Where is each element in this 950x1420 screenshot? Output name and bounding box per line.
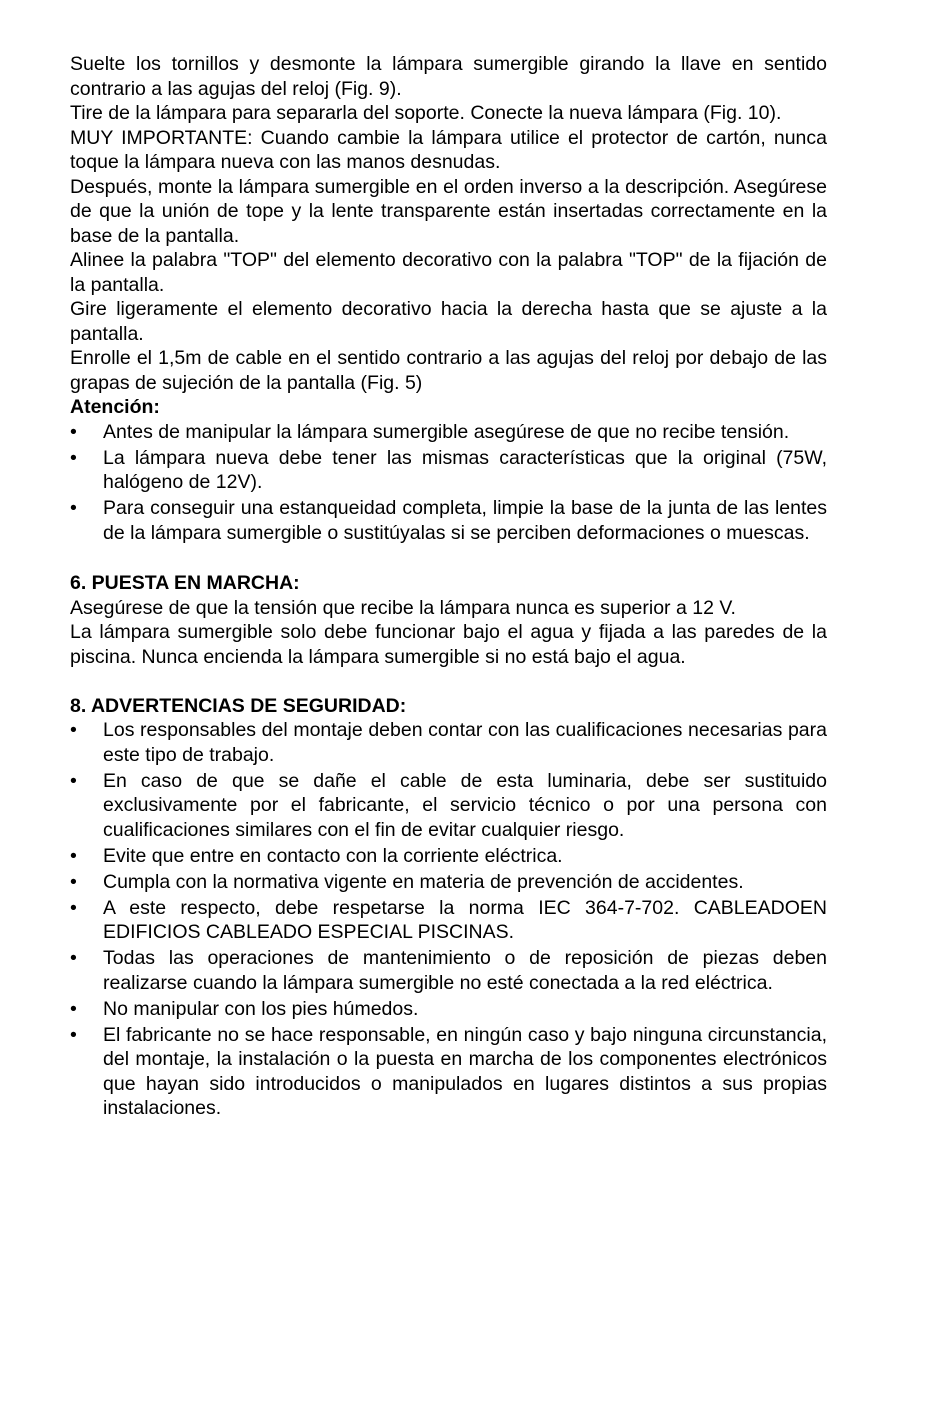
bullet-icon: • — [70, 769, 77, 792]
paragraph: MUY IMPORTANTE: Cuando cambie la lámpara utilice el protector de cartón, nunca toque la lámpara nueva con las manos desnudas. — [70, 126, 827, 173]
paragraph: Tire de la lámpara para separarla del soporte. Conecte la nueva lámpara (Fig. 10). — [70, 102, 782, 124]
list-item — [70, 420, 827, 445]
attention-heading: Atención: — [70, 396, 160, 418]
document-page — [70, 52, 827, 1122]
list-item — [70, 496, 827, 545]
paragraph: Alinee la palabra "TOP" del elemento decorativo con la palabra "TOP" de la fijación de la pantalla. — [70, 249, 827, 296]
spacer — [70, 669, 827, 694]
paragraph: Gire ligeramente el elemento decorativo hacia la derecha hasta que se ajuste a la pantalla. — [70, 298, 827, 345]
paragraph: Asegúrese de que la tensión que recibe la lámpara nunca es superior a 12 V. — [70, 596, 736, 619]
list-item-text: Evite que entre en contacto con la corriente eléctrica. — [103, 844, 563, 867]
bullet-icon: • — [70, 719, 77, 741]
list-item-text: En caso de que se dañe el cable de esta luminaria, debe ser sustituido exclusivamente por el fabricante, el servicio técnico o por una persona con cualificaciones similares con el fin de evitar cualquier riesgo. — [103, 769, 827, 841]
paragraph: Enrolle el 1,5m de cable en el sentido contrario a las agujas del reloj por debajo de las grapas de sujeción de la pantalla (Fig. 5) — [70, 347, 827, 394]
bullet-icon: • — [70, 420, 77, 443]
bullet-icon: • — [70, 844, 77, 867]
bullet-icon: • — [70, 446, 77, 469]
list-item — [70, 896, 827, 945]
section-6-heading: 6. PUESTA EN MARCHA: — [70, 572, 300, 594]
paragraph: Después, monte la lámpara sumergible en el orden inverso a la descripción. Asegúrese de que la unión de tope y la lente transparente están insertadas correctamente en la base de la pantalla. — [70, 175, 827, 247]
list-item — [70, 446, 827, 495]
section-8-heading: 8. ADVERTENCIAS DE SEGURIDAD: — [70, 694, 407, 717]
list-item — [70, 870, 827, 895]
list-item — [70, 1023, 827, 1121]
list-item-text: El fabricante no se hace responsable, en ningún caso y bajo ninguna circunstancia, del montaje, la instalación o la puesta en marcha de los componentes electrónicos que hayan sido introducidos o manipulados en lugares distintos a sus propias instalaciones. — [103, 1023, 827, 1119]
intro-section — [70, 52, 827, 395]
bullet-icon: • — [70, 870, 77, 893]
paragraph: La lámpara sumergible solo debe funcionar bajo el agua y fijada a las paredes de la piscina. Nunca encienda la lámpara sumergible si no está bajo el agua. — [70, 621, 827, 668]
list-item-text: No manipular con los pies húmedos. — [103, 997, 419, 1020]
list-item-text: Antes de manipular la lámpara sumergible asegúrese de que no recibe tensión. — [103, 420, 790, 443]
bullet-icon: • — [70, 1023, 77, 1046]
list-item — [70, 946, 827, 995]
paragraph: Suelte los tornillos y desmonte la lámpara sumergible girando la llave en sentido contrario a las agujas del reloj (Fig. 9). — [70, 53, 827, 100]
list-item-text: Para conseguir una estanqueidad completa, limpie la base de la junta de las lentes de la lámpara sumergible o sustitúyalas si se perciben deformaciones o muescas. — [103, 497, 827, 544]
list-item — [70, 844, 827, 869]
bullet-icon: • — [70, 896, 77, 919]
bullet-icon: • — [70, 997, 77, 1020]
list-item — [70, 769, 827, 843]
list-item-text: La lámpara nueva debe tener las mismas características que la original (75W, halógeno de 12V). — [103, 446, 827, 493]
list-item — [70, 718, 827, 767]
list-item-text: A este respecto, debe respetarse la norma IEC 364-7-702. CABLEADOEN EDIFICIOS CABLEADO ESPECIAL PISCINAS. — [103, 896, 827, 943]
attention-list — [70, 420, 827, 546]
list-item — [70, 997, 827, 1022]
list-item-text: Todas las operaciones de mantenimiento o de reposición de piezas deben realizarse cuando la lámpara sumergible no esté conectada a la red eléctrica. — [103, 947, 827, 994]
list-item-text: Los responsables del montaje deben contar con las cualificaciones necesarias para este tipo de trabajo. — [103, 719, 827, 766]
spacer — [70, 547, 827, 572]
bullet-icon: • — [70, 497, 77, 519]
safety-warnings-list — [70, 718, 827, 1121]
list-item-text: Cumpla con la normativa vigente en materia de prevención de accidentes. — [103, 870, 744, 893]
bullet-icon: • — [70, 947, 77, 969]
